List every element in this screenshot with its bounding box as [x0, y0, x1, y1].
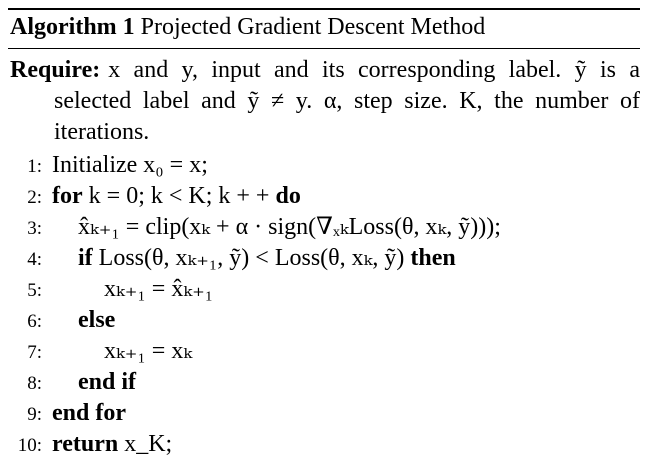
line-code [42, 243, 456, 274]
keyword-then: then [410, 245, 456, 271]
line-code [42, 367, 136, 398]
line-text: xₖ₊₁ = xₖ [104, 338, 193, 364]
line-number: 3: [27, 218, 42, 239]
algorithm-line [8, 367, 640, 398]
line-text: x̂ₖ₊₁ = clip(xₖ + α · sign(∇ₓₖLoss(θ, xₖ, ỹ))); [78, 214, 501, 240]
line-code [42, 305, 115, 336]
caption-label: Algorithm 1 [10, 14, 135, 40]
line-code [42, 398, 126, 429]
line-number: 5: [27, 280, 42, 301]
line-code [42, 212, 501, 243]
keyword-for: for [52, 183, 83, 209]
line-code [42, 274, 213, 305]
keyword-return: return [52, 431, 119, 457]
line-number: 8: [27, 373, 42, 394]
algorithm-line [8, 398, 640, 429]
line-code [42, 336, 192, 367]
line-text: Loss(θ, xₖ₊₁, ỹ) < Loss(θ, xₖ, ỹ) [98, 245, 405, 271]
keyword-if: if [78, 245, 93, 271]
keyword-do: do [275, 183, 301, 209]
require-text: x and y, input and its corresponding label. ỹ is a selected label and ỹ ≠ y. α, step size. K, the number of iterations. [54, 57, 640, 145]
line-number: 10: [17, 435, 42, 456]
algorithm-line [8, 305, 640, 336]
keyword-end-if: end if [78, 369, 137, 395]
line-code [42, 150, 208, 181]
algorithm-line [8, 212, 640, 243]
algorithm-line [8, 336, 640, 367]
algorithm-line [8, 181, 640, 212]
keyword-else: else [78, 307, 116, 333]
line-code [42, 429, 172, 460]
line-text: xₖ₊₁ = x̂ₖ₊₁ [104, 276, 214, 302]
line-number: 1: [27, 156, 42, 177]
require-block [8, 49, 640, 148]
line-number: 6: [27, 311, 42, 332]
line-number: 7: [27, 342, 42, 363]
line-text: x_K; [124, 431, 173, 457]
algorithm-line [8, 429, 640, 460]
require-label: Require: [10, 57, 101, 83]
caption-title: Projected Gradient Descent Method [140, 14, 486, 40]
algorithm-line [8, 243, 640, 274]
keyword-end-for: end for [52, 400, 126, 426]
algorithm-line [8, 274, 640, 305]
algorithm-line [8, 150, 640, 181]
algorithm-caption [8, 10, 640, 44]
line-number: 2: [27, 187, 42, 208]
line-number: 9: [27, 404, 42, 425]
line-number: 4: [27, 249, 42, 270]
line-text: Initialize x₀ = x; [52, 152, 208, 178]
line-text: k = 0; k < K; k + + [88, 183, 270, 209]
algorithm-lines [8, 148, 640, 460]
algorithm-block [8, 8, 640, 466]
line-code [42, 181, 301, 212]
